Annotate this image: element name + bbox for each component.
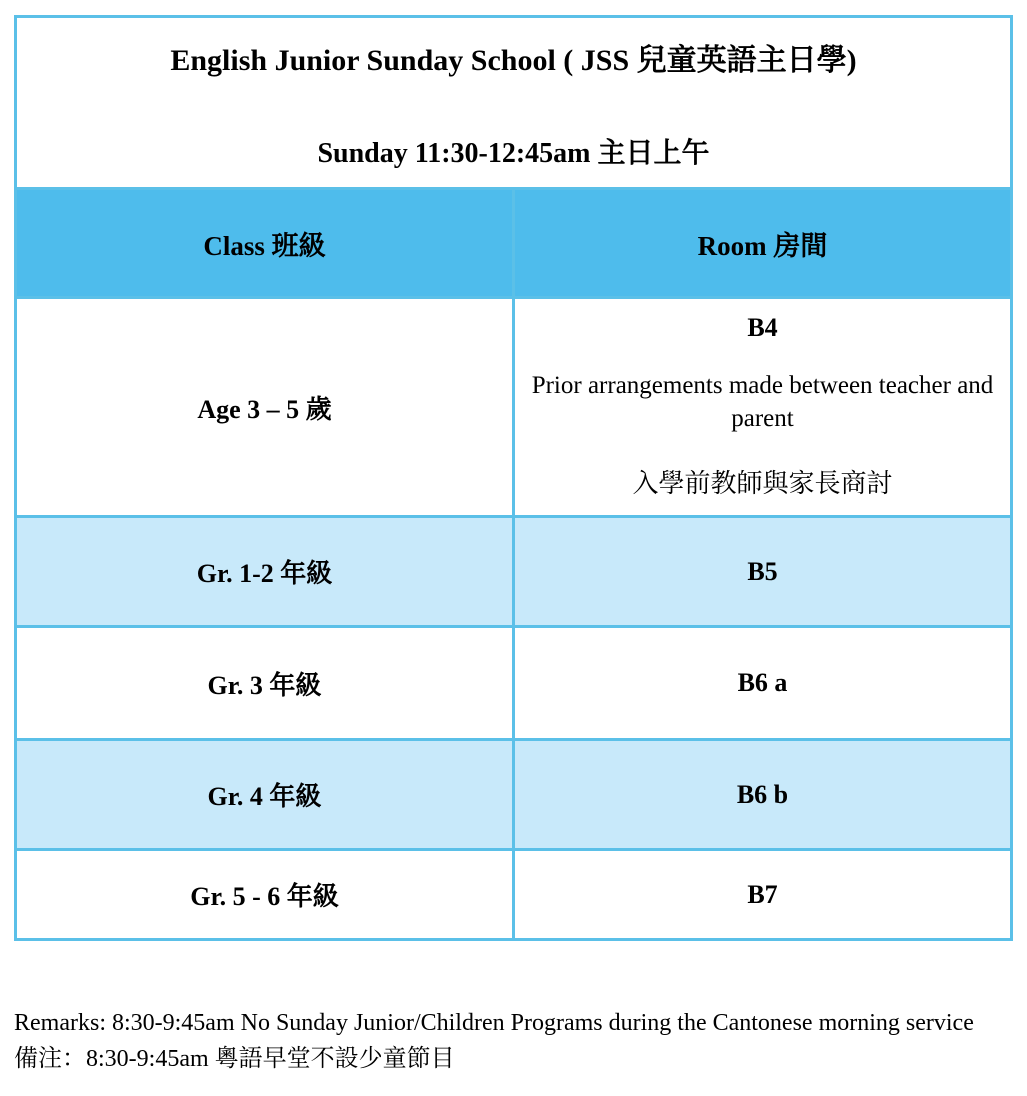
remarks-line-english: Remarks: 8:30-9:45am No Sunday Junior/Children Programs during the Cantonese morning service: [14, 1010, 974, 1036]
room-name: B7: [747, 879, 778, 909]
table-row: [16, 850, 1012, 940]
class-cell: Gr. 5 - 6 年級: [16, 850, 514, 940]
room-note: Prior arrangements made between teacher and parent: [531, 371, 994, 433]
class-cell: Gr. 4 年級: [16, 740, 514, 850]
table-body: [16, 298, 1012, 940]
page-subtitle: Sunday 11:30-12:45am 主日上午: [317, 137, 710, 169]
table-row: [16, 298, 1012, 517]
schedule-table: [14, 15, 1013, 941]
room-name: B6 b: [736, 779, 789, 809]
table-row: [16, 627, 1012, 740]
table-row: [16, 740, 1012, 850]
room-cell: [514, 298, 1012, 517]
page-title: English Junior Sunday School ( JSS 兒童英語主日學): [170, 43, 857, 77]
room-note: 入學前教師與家長商討: [632, 469, 893, 499]
column-header-class: Class 班級: [16, 189, 514, 298]
remarks: [14, 1005, 1014, 1077]
room-cell: [514, 850, 1012, 940]
class-cell: Gr. 3 年級: [16, 627, 514, 740]
class-cell: Age 3 – 5 歲: [16, 298, 514, 517]
title-cell: [16, 17, 1012, 189]
title-row: [16, 17, 1012, 189]
room-cell: [514, 517, 1012, 627]
column-header-row: [16, 189, 1012, 298]
room-cell: [514, 740, 1012, 850]
table-head-section: [16, 17, 1012, 298]
room-cell: [514, 627, 1012, 740]
room-name: B4: [747, 312, 778, 342]
room-name: B5: [747, 556, 778, 586]
class-cell: Gr. 1-2 年級: [16, 517, 514, 627]
column-header-room: Room 房間: [514, 189, 1012, 298]
table-row: [16, 517, 1012, 627]
room-name: B6 a: [737, 668, 788, 697]
remarks-line-chinese: 備注：8:30-9:45am 粵語早堂不設少童節目: [14, 1046, 455, 1072]
